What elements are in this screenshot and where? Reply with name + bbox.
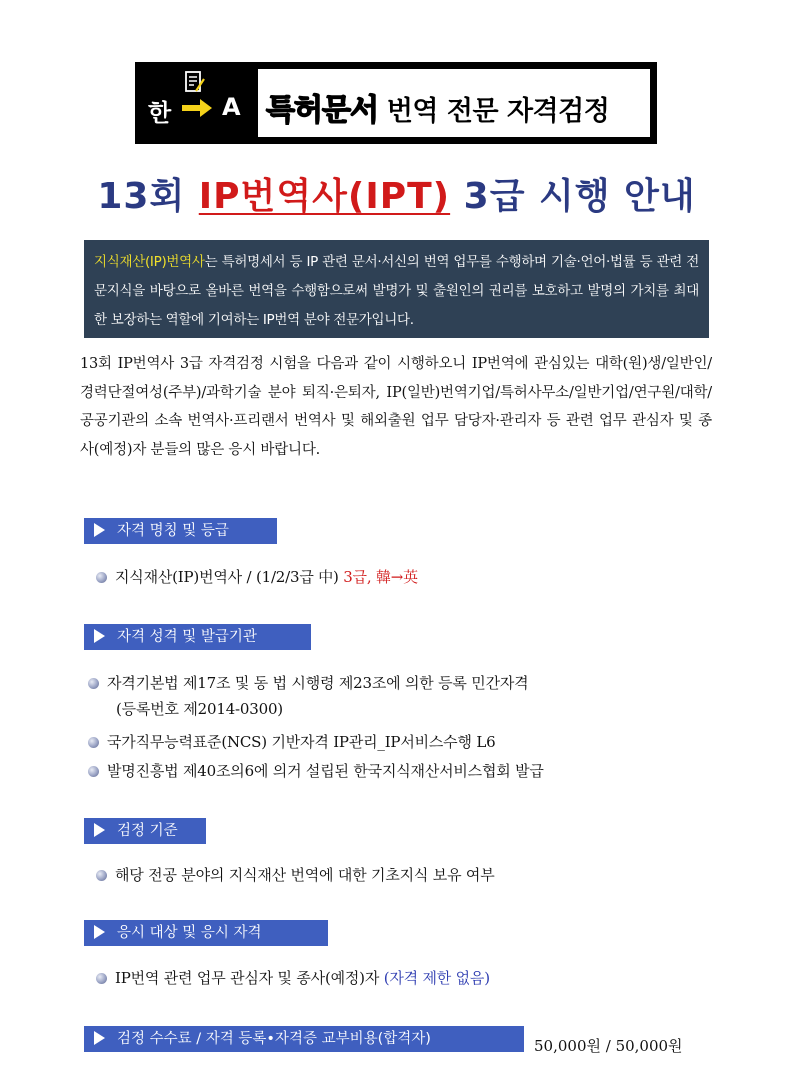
list-item [96, 566, 418, 587]
list-item-text: 지식재산(IP)번역사 / (1/2/3급 中) [115, 568, 344, 586]
section-heading-eligibility [84, 920, 328, 946]
document-pen-icon [184, 69, 206, 95]
list-item-text: 국가직무능력표준(NCS) 기반자격 IP관리_IP서비스수행 L6 [107, 733, 496, 751]
bullet-icon [96, 973, 107, 984]
section-heading-text: 검정 기준 [117, 823, 178, 839]
list-item-text: 자격기본법 제17조 및 동 법 시행령 제23조에 의한 등록 민간자격 [107, 674, 529, 692]
banner-title [266, 85, 609, 129]
list-item-grade: 3급, 韓→英 [343, 568, 418, 586]
intro-text: 는 특허명세서 등 IP 관련 문서·서신의 번역 업무를 수행하며 기술·언어·법률 등 관련 전문지식을 바탕으로 올바른 번역을 수행함으로써 발명가 및 출원인의 권리를 보호하고 발명의 가치를 최대한 보장하는 역할에 기여하는 IP번역 분야 전문가입니다. [94, 254, 699, 328]
triangle-right-icon [94, 629, 105, 643]
section-heading-criteria [84, 818, 206, 844]
triangle-right-icon [94, 523, 105, 537]
banner-title-highlight: 특허문서 [266, 93, 378, 128]
list-item [88, 731, 495, 752]
banner-english-glyph: A [222, 93, 241, 121]
list-item-subtext: (등록번호 제2014-0300) [116, 700, 283, 718]
list-item-text: IP번역 관련 업무 관심자 및 종사(예정)자 [115, 969, 384, 987]
section-heading-text: 응시 대상 및 응시 자격 [117, 925, 262, 941]
banner-logo [136, 63, 258, 143]
title-suffix: 3급 시행 안내 [450, 176, 696, 217]
section-heading-text: 자격 명칭 및 등급 [117, 523, 229, 539]
list-item [88, 760, 544, 781]
triangle-right-icon [94, 1031, 105, 1045]
header-banner [135, 62, 657, 144]
bullet-icon [96, 870, 107, 881]
fee-amount: 50,000원 / 50,000원 [534, 1037, 683, 1055]
section-heading-text: 검정 수수료 / 자격 등록•자격증 교부비용(합격자) [117, 1031, 431, 1047]
list-item-eligibility-note: (자격 제한 없음) [383, 969, 490, 987]
list-item-text: 해당 전공 분야의 지식재산 번역에 대한 기초지식 보유 여부 [115, 866, 495, 884]
title-exam-name: IP번역사(IPT) [198, 176, 451, 217]
bullet-icon [96, 572, 107, 583]
list-item [88, 672, 528, 693]
right-arrow-icon [180, 99, 214, 117]
triangle-right-icon [94, 925, 105, 939]
title-prefix: 13회 [97, 176, 199, 217]
page-title [0, 168, 793, 219]
banner-title-rest: 번역 전문 자격검정 [377, 96, 610, 127]
intro-highlight: 지식재산(IP)번역사 [94, 254, 205, 270]
section-heading-qualification-name [84, 518, 277, 544]
list-item [96, 864, 495, 885]
bullet-icon [88, 678, 99, 689]
list-item-text: 발명진흥법 제40조의6에 의거 설립된 한국지식재산서비스협회 발급 [107, 762, 544, 780]
bullet-icon [88, 737, 99, 748]
intro-box [84, 240, 709, 338]
section-heading-text: 자격 성격 및 발급기관 [117, 629, 257, 645]
section-heading-qualification-nature [84, 624, 311, 650]
bullet-icon [88, 766, 99, 777]
banner-korean-glyph: 한 [148, 99, 172, 127]
banner-title-box [258, 69, 650, 137]
announcement-paragraph: 13회 IP번역사 3급 자격검정 시험을 다음과 같이 시행하오니 IP번역에 관심있는 대학(원)생/일반인/경력단절여성(주부)/과학기술 분야 퇴직·은퇴자, IP(일반)번역기업/특허사무소/일반기업/연구원/대학/공공기관의 소속 번역사·프리랜서 번역사 및 해외출원 업무 담당자·관리자 등 관련 업무 관심자 및 종사(예정)자 분들의 많은 응시 바랍니다. [80, 356, 712, 458]
triangle-right-icon [94, 823, 105, 837]
section-heading-fees [84, 1026, 524, 1052]
list-item [96, 967, 490, 988]
